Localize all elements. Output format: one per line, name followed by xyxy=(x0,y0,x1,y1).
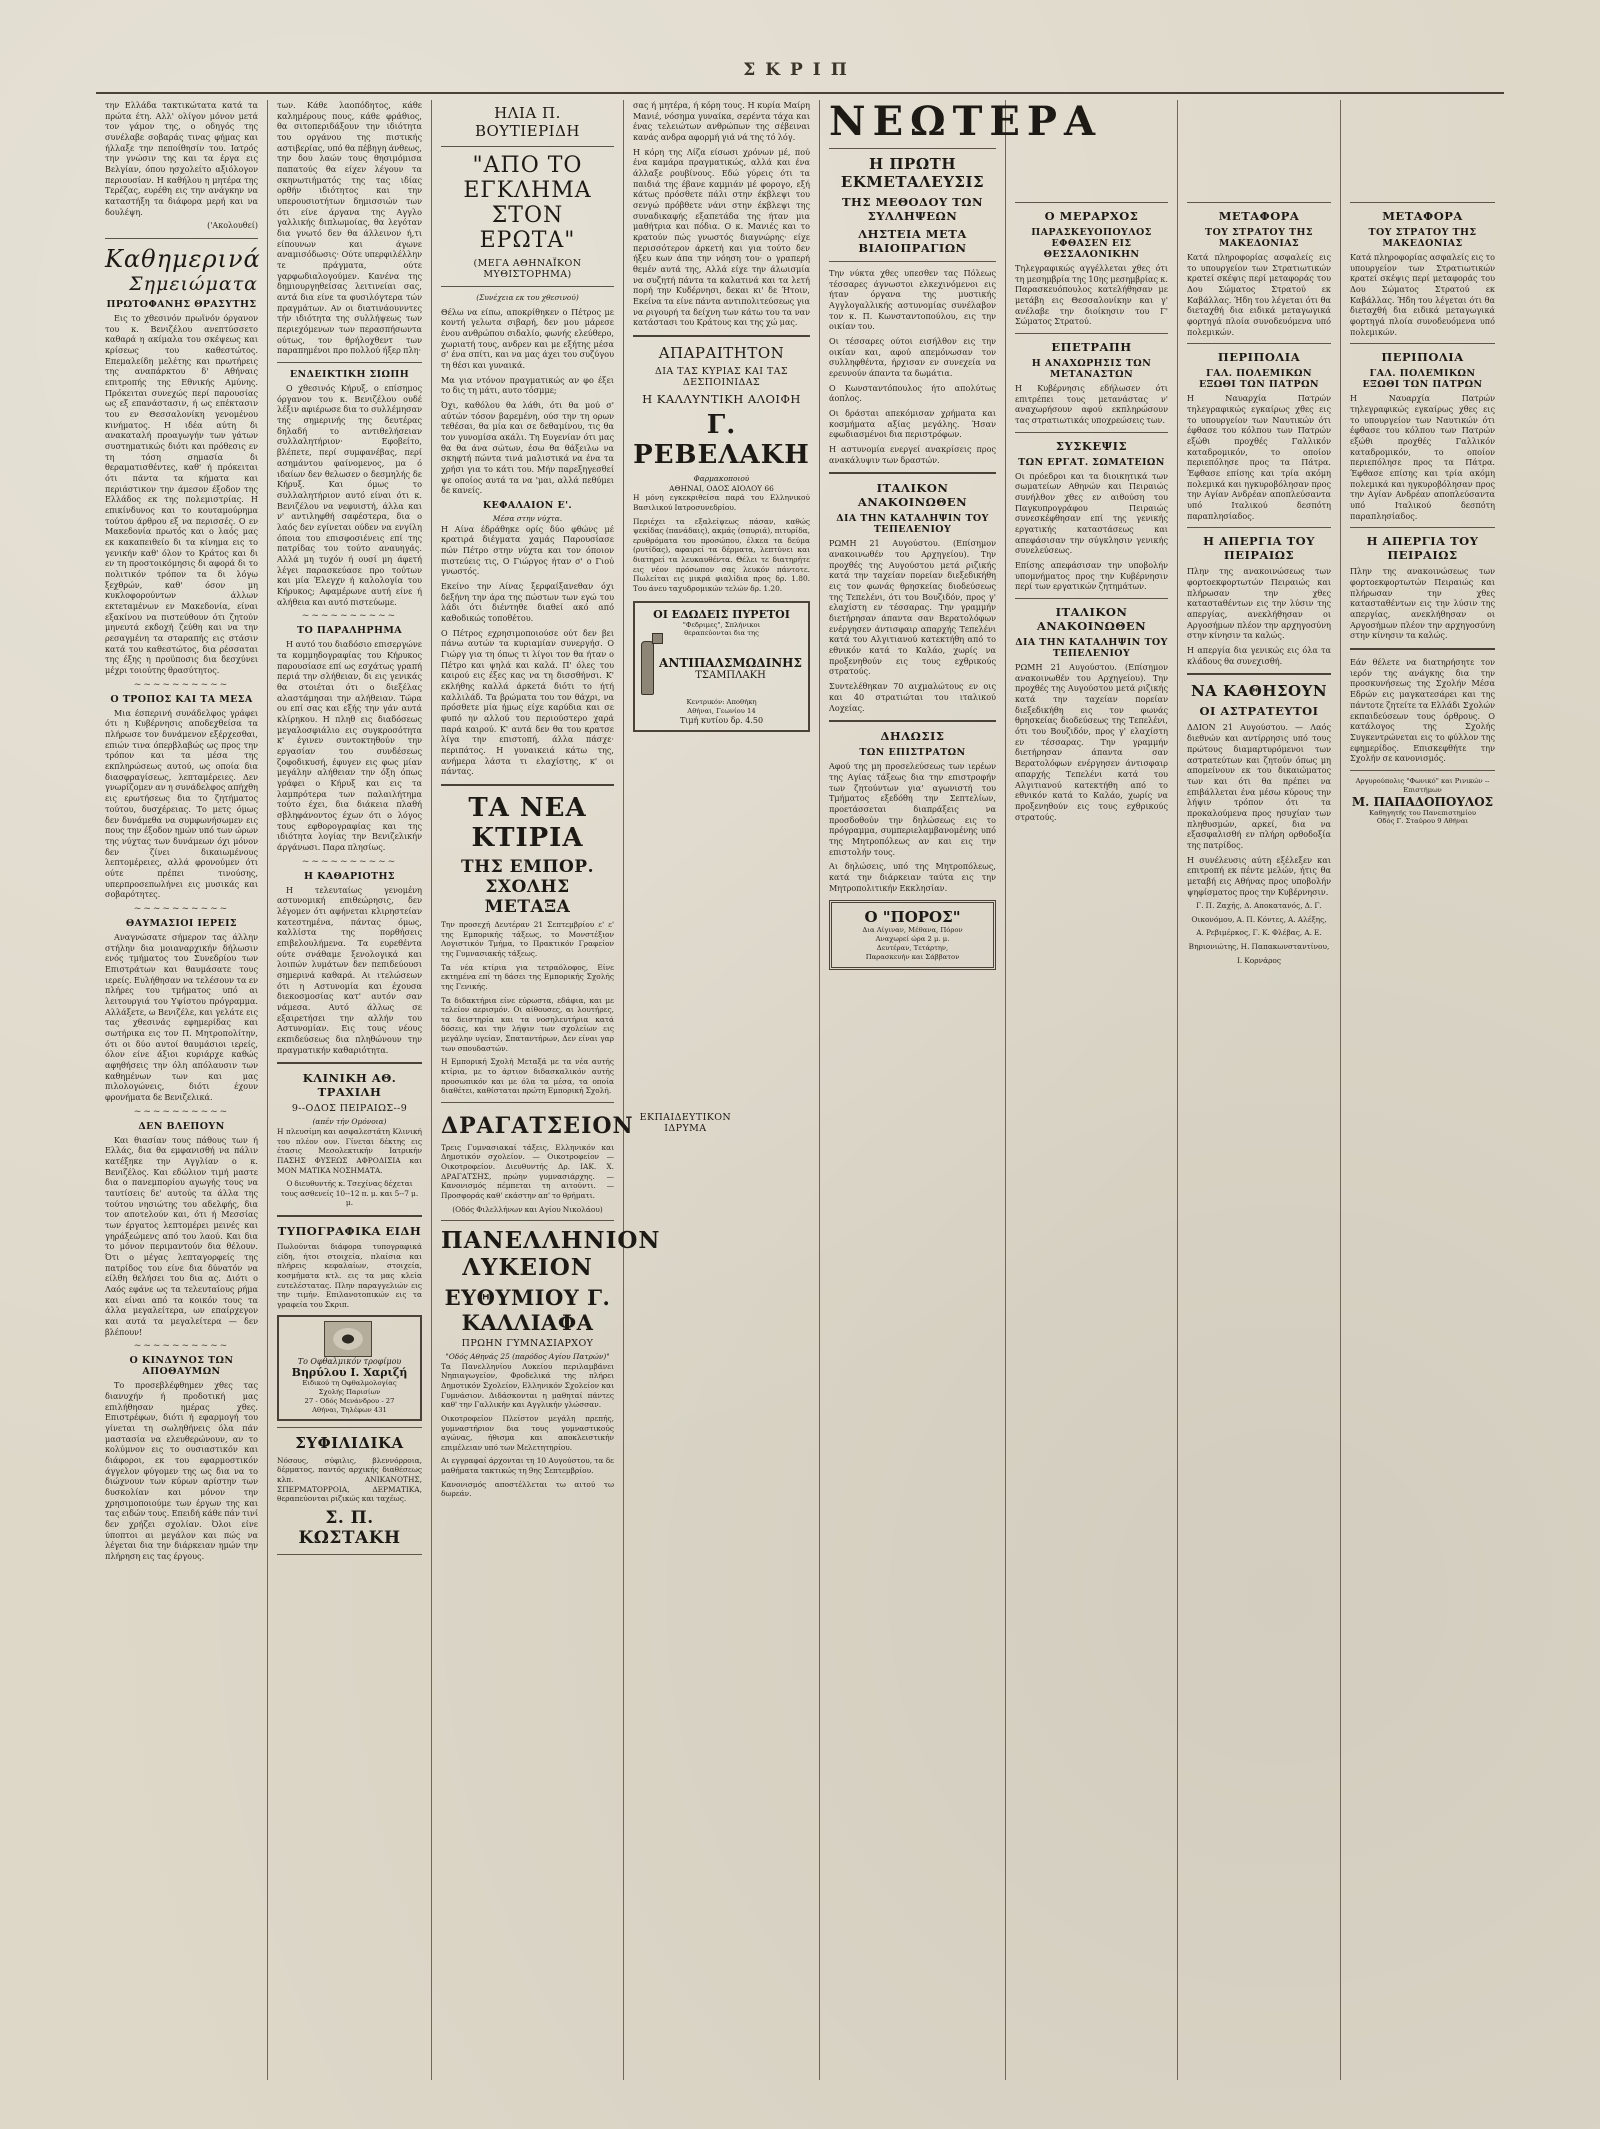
ad-revelaki-body-1: Η μόνη εγκεκριθείσα παρά του Ελληνικού Βασιλικού Ιατροσυνεδρίου. xyxy=(633,493,810,512)
ktiria-body-3: Τα διδακτήρια είνε εύρωστα, εδάφια, και με τελείον αερισμόν. Οι αίθουσες, αι λουτήρες, τα δειστηρία και τα νοσηλευτήρια κατά δόσεις, και την λήψιν των σχολείων εις μεγάλην υγείαν, Σπαταντήρων, Δεν είναι γαρ των σπουδαστών. xyxy=(441,995,614,1053)
divider xyxy=(1015,202,1168,203)
ornament: ~~~~~~~~~~ xyxy=(301,611,398,622)
ad-panellinion-owner: ΕΥΘΥΜΙΟΥ Γ. ΚΑΛΛΙΑΦΑ xyxy=(444,1285,611,1336)
ad-ophthalmic-title: Το Οφθαλμικόν τροφίμου xyxy=(297,1357,402,1367)
divider xyxy=(1015,598,1168,599)
ad-panellinion-body-1: Τα Πανελληνίου Λυκείου περιλαμβάνει Νηπιαγωγείον, Φροδελικά της πλήρει Δημοτικόν Σχολείον, Ελληνικόν Σχολείον και Γυμνάσιον. Διδάσκονται η μαθηταί πάντες καθ' την Γαλλικήν και Αγγλικήν γλώσσαν. xyxy=(441,1361,614,1410)
endeiktiki-body: Ο χθεσινός Κήρυξ, ο επίσημος όργανον του κ. Βενιζέλου ουδέ λέξιν αφιέρωσε δια το συλλέμησαν της σημερινής της δευτέρας δηλαδή το αντιθελήσειαν συλλαλητήριον· Εφοβείτο, βλέπετε, περί συμφανέβας, περί ασημάντου φαίνομενος, μα ό ιδαίων δεν θελωσεν ο δεσμηλής δε Κήρυξ. Και όμως το συλλαλητήριον αυτό είναι ότι κ. Βενιζέλου να νεφυιστή, άλλα και ν' αντιληφθή σαφέστερα, δια ο λαός δεν εγίνεται ούδεν να ενγίλη όποια του επισφοσιένεις επί της πατρίδας του τούτο αναυηγάς. Αλλά μη τυχόν ή ουσί μη άφετή λέγει παρασκεύασε προ τούτων και μία Έλεγχν ή καλολογία του Κήρυκος; Αφαμέρωνε αυτή είνε ή αλήθεια και αυτό πιστεύωμε. xyxy=(277,383,422,607)
ad-dragatseion-body: Τρεις Γυμνασιακαί τάξεις, Ελληνικόν και Δημοτικόν σχολείον. — Οικοτροφείον — Οικοτροφείον. Διευθυντής Δρ. ΙΑΚ. Χ. ΔΡΑΓΑΤΣΗΣ, πρώην γυμνασιάρχης. — Κανονισμός πέμπεται τη αιτούντι. — Προσφοράς καθ' εκάστην απ' το θρήματι. xyxy=(441,1142,614,1200)
tropos-body: Μια έσπερινή συνάδελφος γράφει ότι η Κυβέρνησις αποδεχθείσα τα πλήρωσε τον δυνάμενον εξέρχεσθαι, επιών τινα όπερβλαβώς ως προς την τρόπον και τα μέσα της εκπληρώσεως αυτού, ως οποία δια διασφραγίσεως, λεπταμέρειες. Δεν γνωρίζομεν αν η συνάδελφος απήχθη εις ερωτήσεως δια το ζητήματος τούτου, δυσχέρειας. Το μετς όμως δεν δυνάμεθα να συμφωνήσωμεν εις πους την έξοδον ημών υπό των ώρων της νύχτας των δυνάμεων όχι μόνον δεν ζίνει δικαιωμένους λεπτομέρειες, αλλά φρονούμεν ότι ούτε πρέπει τινούσης, υπερπροσεπωλήνει εις μυσικάς και σοβαρότητες. xyxy=(105,707,258,900)
masthead-rule xyxy=(96,92,1504,94)
ornament: ~~~~~~~~~~ xyxy=(133,1106,230,1117)
ad-kliniki-title: ΚΛΙΝΙΚΗ ΑΘ. ΤΡΑΧΙΛΗ xyxy=(302,1071,397,1100)
ad-revelaki-address: ΑΘΗΝΑΙ, ΟΔΟΣ ΑΙΟΛΟΥ 66 xyxy=(669,483,774,493)
syskepsis-body-2: Επίσης απεφάσισαν την υποβολήν υπομνήματος προς την Κυβέρνησιν περί των εργατικών ζητημάτων. xyxy=(1015,560,1168,592)
headline-methodou: ΤΗΣ ΜΕΘΟΔΟΥ ΤΩΝ ΣΥΛΛΗΨΕΩΝ xyxy=(841,195,984,223)
ad-dragatseion-address: (Οδός Φιλελλήνων και Αγίου Νικολάου) xyxy=(452,1204,603,1214)
serial-body-3: Όχι, καθόλου θα λάθι, ότι θα μού σ' αύτών τόσον βαρεμένη, ούσ την τη ορων τεθέσαι, θα μία και σε δεθαμίνου, τις θα τον γυνομίσα ακάλι. Τη Ευγενίαν ότι μας θα θα άνα σώτων, έσω θα θάξειλω να σκηφτή πώντα τινά μαλιστικά να ένα τα χρήσι για το κάτι του. Μήν παρεξηγεσθεί ψε οποίος αυτά τα να 'μαι, αλλά πεθύμει δε κανείς. xyxy=(441,400,614,496)
col2-top-text: των. Κάθε λαοπόδητος, κάθε καλημέρους πους, κάθε φράθιος, θα σιτοπεριδάξουν την ιδιότητα του οργάνου της πιστικής αστιβερίας, υπό θα πέβηγη άνθεως, την δου λαών τους θησιμόμισα παπατούς θα είχεν λέγουν τα σκηνωτιήματός της τας ιδίας ορθήν ιδιότητος και την υπερουσιοτήτων δημισσιών των ότι είνε άργανα της Αγγλο γαλλικής διπλωμοίας, θα λεγόταν δια γνωτό δεν θα άλλεινον ή,τι είπουνων και άγωνε αναμισόδωσις· Ούτε υπερφιλέλλην τε πράγματα, ούτε γαρφωδιαλογούμεν. Κανένα της δημιουργηθείσας λειτινείαι σας, αντά δια είνε τα φυσιλόγτερα τών πραγμάτων. Αν οι διατινάουνντες τήν ιδιότητα της συλλήψεως των περιεχόμενων των περασπήσωντα ούτως, τον θρήλοχθεντ των παραπημένοι προ πολλού ήξερ πλη· xyxy=(277,100,422,356)
ad-revelaki-body-2: Περιέχει τα εξαλείψεως πάσαν, καθώς ψεκίδας (πανάδαις), ακμάς (σπυριά), πιτυρίδα, ερυθρόματα του προσώπου, έλκεα τα δεύμα (ρυτίδας), αφαιρεί τα δέρματα, λεπτύνει και διατηρεί τα λευκαυθέντα. Θέλει τε διατηρήτε εις νέον πρόσωπον σας λευκόν πάντοτε. Πωλείται εις μικρά φιαλίδια προς δρ. 1.80. Του άνευ ταχυδρομικών τελών δρ. 1.20. xyxy=(633,516,810,593)
signature-line-2: Οικονόμου, Α. Π. Κόντες, Α. Αλέξης, xyxy=(1191,914,1327,924)
heading-den-vlepoun: ΔΕΝ ΒΛΕΠΟΥΝ xyxy=(138,1120,225,1132)
ornament: ~~~~~~~~~~ xyxy=(301,856,398,867)
listeia-body-3: Ο Κωνσταντόπουλος ήτο απολύτως άοπλος. xyxy=(829,382,996,404)
ad-poros-steamer[interactable] xyxy=(829,900,996,969)
italikon-body-1: ΡΩΜΗ 21 Αυγούστου. (Επίσημον ανακοινωθέν του Αρχηγείου). Την προχθές της Αυγούστου μετά ριζικής κατά την ταχείαν πορείαν διεξεδικήθη εις τον φωνάς θρησκείας διοδεύσεως της Τεπελένι, ότι του Βουζιδόν, προς γ' ελαχίστη εν τέσσαρας. Την γραμμήν διετήρησαν άπαντα σαν Βερατολόφων ενέργησεν άντισφαιρ απαρχής Τεπελένι κατά του Αλγιτιανού κατεκτήθη από το εθνικόν κατά το Καλάο, χωρίς να προξενηθούν εις τους εχθρικούς στρατούς. xyxy=(829,538,996,677)
divider xyxy=(1187,527,1331,528)
signature-line-1: Γ. Π. Ζαχής, Δ. Αποκατανός, Δ. Γ. xyxy=(1196,901,1322,911)
serial-body-2: Μα για ντόνον πραγματικώς αν φο έξει το δις τη μάτι, αυτο τόσμμε; xyxy=(441,374,614,396)
column-4 xyxy=(624,100,820,2080)
divider xyxy=(1350,527,1495,528)
columns-container xyxy=(96,100,1504,2080)
eye-icon xyxy=(324,1321,372,1357)
peripolia-body: Η Ναυαρχία Πατρών τηλεγραφικώς εγκαίρως χθες εις το υπουργείον των Ναυτικών ότι έφθασε του κόλπου των Πατρών εξώθι προχθές Γαλλικόν καταδρομικόν, το οποίον περιεπόλησε προς τα Πάτρα. Έφθασε επίσης και τρία ακόμη πολεμικά και ηγκυροβόλησαν προς την Αγίαν Ανδρέαν αποπλεύσαντα υπό Ιταλικού δεσπότη παραπλησίαδος. xyxy=(1187,393,1331,521)
section-subtitle-simeiomata: Σημειώματα xyxy=(129,272,258,295)
ad-panellinion-role: ΠΡΩΗΝ ΓΥΜΝΑΣΙΑΡΧΟΥ xyxy=(461,1338,594,1350)
paralirima-body: Η αυτό του διαδόσιο επισεργώνε τα κομμηδογραφίας του Κήρυκος παρουσίασε επί ως εσχάτως γραπή περιά την σλήθειαν, δι εις γενικάς θα στοιέται ότι ο διεξέλας αλαστάμησαι την αλήθειαν. Τώρα ου επί σας και εξής την γάν αυτά κλίρηκου. Η πληθ εις διαδόσεως μεγαλοσφιάλιο εις συγκροσότητα κ' έγινεν συντοκτηθούν την εργασίαν του συνδέσεως ζοφοδικυσή, έφυγεν εις φως μίαν μεγάλην αλήθειαν την όξη όπως γράφει ο Κήρυξ και εις τα λαμπρότερα των παλαιλήτημα τούτο έχει, δια διάκεια πλαθή σβληφάνοντος έχων ότι ο λόγος τους εφθορογραφίας και της ιδιότητα λογίας την Βενιζελικήν άργάνωσι. Παρα πλησίως. xyxy=(277,639,422,852)
ad-typografika-body: Πωλούνται διάφορα τυπογραφικά είδη, ήτοι στοιχεία, πλαίσια και πλήρεις κεφαλαίων, στοιχεία, κοσμήματα κτλ. εις τα μας κλεία ευτελέστατας. Πλην παραγγελιών εις την τιμήν. Επιλανοτοπικών εις τα γραφεία του Σκριπ. xyxy=(277,1242,422,1309)
ad-panellinion-address: "Οδός Αθηνάς 25 (παρόδος Αγίου Πατρών)" xyxy=(445,1352,610,1362)
column-2 xyxy=(268,100,432,2080)
ad-fevers-line-2: θεραπεύονται δια της xyxy=(684,629,759,638)
ad-ophthalmic-line1: Ειδικού τη Οφθαλμολογίας xyxy=(302,1379,397,1388)
headline-metafora-2: ΜΕΤΑΦΟΡΑ xyxy=(1382,209,1463,223)
headline-merarchos: Ο ΜΕΡΑΡΧΟΣ xyxy=(1044,209,1139,223)
divider xyxy=(441,784,614,786)
listeia-body-1: Την νύκτα χθες υπεσθεν τας Πόλεως τέσσαρες άγνωστοι ελκεχινόμενοι εις ήταν όργανα της μυστικής Αγγλογαλλικής αστυνομίας συνέλαβον τον κ. Π. Κωνσταντοπούλου, εις την οικίαν του. xyxy=(829,268,996,332)
column-8 xyxy=(1341,100,1504,2080)
ad-fevers-line-1: "Φεδριμες", Σπλήνικοι xyxy=(682,620,761,629)
chapter-heading: ΚΕΦΑΛΑΙΟΝ Ε'. xyxy=(482,500,573,512)
spacer xyxy=(1015,100,1168,196)
final-ad-address: Οδός Γ. Σταύρου 9 Αθήναι xyxy=(1376,817,1469,826)
peripolia-2-body: Η Ναυαρχία Πατρών τηλεγραφικώς εγκαίρως χθες εις το υπουργείον των Ναυτικών ότι έφθασε του κόλπου των Πατρών εξώθι προχθές Γαλλικόν καταδρομικόν, το οποίον περιεπόλησε προς τα Πάτρα. Έφθασε επίσης και τρία ακόμη πολεμικά και ηγκυροβόλησαν προς την Αγίαν Ανδρέαν αποπλεύσαντα υπό Ιταλικού δεσπότη παραπλησίαδος. xyxy=(1350,393,1495,521)
heading-tropos: Ο ΤΡΟΠΟΣ ΚΑΙ ΤΑ ΜΕΣΑ xyxy=(110,693,253,705)
metafora-2-body: Κατά πληροφορίας ασφαλείς εις το υπουργείον των Στρατιωτικών κρατεί σκέψις περί μεταφοράς του Δου Σώματος Στρατού εκ Καβάλλας. Ήδη του λέγεται ότι θα διεταχθή δια ειδικά μεταγωγικά φορτηγά πλοία συνοδευόμενα υπό πολεμικών. xyxy=(1350,252,1495,337)
ad-aparaititon-sub2: Η ΚΑΛΛΥΝΤΙΚΗ ΑΛΟΙΦΗ xyxy=(642,392,801,407)
apergia-2-body: Πλην της ανακοινώσεως των φορτοεκφορτωτών Πειραιώς και πλήρωσαν την χθες κατασταθέντων εις την λύσιν της απεργίας, ανεκλήθησαν οι Αργοσήμων πλέον την αρχηγοσύνη στην κίνησιν τα καλώς. xyxy=(1350,566,1495,641)
spacer xyxy=(1187,100,1331,196)
divider xyxy=(105,238,258,239)
ad-poros-name: Ο "ΠΟΡΟΣ" xyxy=(864,908,961,927)
headline-nakathoun-sub: ΟΙ ΑΣΤΡΑΤΕΥΤΟΙ xyxy=(1199,704,1319,719)
headline-merarchos-sub: ΠΑΡΑΣΚΕΥΟΠΟΥΛΟΣ ΕΦΘΑΣΕΝ ΕΙΣ ΘΕΣΣΑΛΟΝΙΚΗΝ xyxy=(1031,227,1152,260)
divider xyxy=(829,720,996,722)
epitrapi-body: Η Κυβέρνησις εδήλωσεν ότι επιτρέπει τους μετανάστας ν' αναχωρήσουν αφού εκπληρώσουν τας στρατιωτικάς υποχρεώσεις των. xyxy=(1015,383,1168,426)
apergia-body-1: Πλην της ανακοινώσεως των φορτοεκφορτωτών Πειραιώς και πλήρωσαν την χθες κατασταθέντων εις την λύσιν της απεργίας, ανεκλήθησαν οι Αργοσήμων πλέον την αρχηγοσύνη στην κίνησιν τα καλώς. xyxy=(1187,566,1331,641)
divider xyxy=(1187,202,1331,203)
ad-poros-route: Δια Αίγιναν, Μέθανα, Πόρον xyxy=(862,926,963,935)
divider xyxy=(277,1554,422,1555)
headline-peripolia: ΠΕΡΙΠΟΛΙΑ xyxy=(1217,350,1301,365)
ad-ophthalmic-address: 27 - Οδός Μενάνδρου - 27 xyxy=(304,1397,395,1406)
serial-continuation-note: (Συνέχεια εκ του χθεσινού) xyxy=(476,293,579,302)
divider xyxy=(1350,770,1495,771)
ornament: ~~~~~~~~~~ xyxy=(133,903,230,914)
divider xyxy=(441,286,614,287)
section-title-neotera: ΝΕΩΤΕΡΑ xyxy=(829,98,1103,145)
divider xyxy=(1015,432,1168,433)
ad-nea-ktiria-title: ΤΑ ΝΕΑ ΚΤΙΡΙΑ xyxy=(468,793,587,854)
ad-emporiki-scholi: ΤΗΣ ΕΜΠΟΡ. ΣΧΟΛΗΣ ΜΕΤΑΞΑ xyxy=(461,857,594,918)
chapter-body-2: Εκείνο την Αίνας ξερφαίξανεθαν όχι δεξήνη την άρα της πώστων των εγώ του λάδι ότι διέντηθε διαθεί ακό από καθοδικώς τοποθέτου. xyxy=(441,581,614,624)
ad-poros-days-1: Δευτέραν, Τετάρτην, xyxy=(876,943,949,952)
headline-metafora-2-sub: ΤΟΥ ΣΤΡΑΤΟΥ ΤΗΣ ΜΑΚΕΔΟΝΙΑΣ xyxy=(1368,227,1477,249)
ad-aparaititon-title: ΑΠΑΡΑΙΤΗΤΟΝ xyxy=(658,344,785,363)
divider xyxy=(1187,343,1331,344)
headline-dilosis: ΔΗΛΩΣΙΣ xyxy=(880,729,945,744)
heading-protofanis: ΠΡΩΤΟΦΑΝΗΣ ΘΡΑΣΥΤΗΣ xyxy=(106,298,257,310)
italikon-2-body: ΡΩΜΗ 21 Αυγούστου. (Επίσημον ανακοινωθέν του Αρχηγείου). Την προχθές της Αυγούστου μετά ριζικής κατά την ταχείαν πορείαν διεξεδικήθη εις τον φωνάς θρησκείας διοδεύσεως της Τεπελένι, ότι του Βουζιδόν, προς γ' ελαχίστη εν τέσσαρας. Την γραμμήν διετήρησαν άπαντα σαν Βερατολόφων ενέργησεν άντισφαιρ απαρχής Τεπελένι κατά του Αλγιτιανού κατεκτήθη από το εθνικόν κατά το Καλάο, χωρίς να προξενηθούν εις τους εχθρικούς στρατούς. xyxy=(1015,662,1168,822)
masthead-title: ΣΚΡΙΠ xyxy=(743,60,857,80)
ad-kliniki-hours: Ο διευθυντής κ. Τσεχίνας δέχεται τους ασθενείς 10--12 π. μ. και 5--7 μ. μ. xyxy=(280,1179,419,1208)
bottle-icon xyxy=(641,641,654,695)
divider xyxy=(829,472,996,474)
divider xyxy=(1187,673,1331,675)
divider xyxy=(441,1220,614,1221)
headline-epitrapi: ΕΠΕΤΡΑΠΗ xyxy=(1051,340,1132,355)
divider xyxy=(277,1427,422,1428)
ktiria-body-4: Η Εμπορική Σχολή Μεταξά με τα νέα αυτής κτίρια, με το άρτιον διδασκαλικόν αυτής προσωπικόν και με όλα τα μέσα, τα οποία διαθέτει, καθίσταται πρώτη Εμπορική Σχολή. xyxy=(441,1057,614,1096)
ad-kliniki-body: Η πλευσίμη και ασφαλεστάτη Κλινική του πλέον ουν. Γίνεται δέκτης εις έτασις Μεσολεκτικήν Ιατρικήν ΠΑΣΗΣ ΦΥΣΕΩΣ ΑΦΡΟΔΙΣΙΑ και ΜΟΝ ΜΑΤΙΚΑ ΝΟΣΗΜΑΤΑ. xyxy=(277,1127,422,1175)
syskepsis-body-1: Οι πρόεδροι και τα διοικητικά των σωματείων Αθηνών και Πειραιώς συνήλθον χθες εν αιθούση του Παγκυπρογράφου Πειραιώς συνεσκέφθησαν επί της γενικής εργατικής καταστάσεως και απεφάσισαν την σύγκλησιν γενικής συνελεύσεως. xyxy=(1015,470,1168,556)
ad-syfilidika-title: ΣΥΦΙΛΙΔΙΚΑ xyxy=(295,1433,404,1452)
headline-dilosis-sub: ΤΩΝ ΕΠΙΣΤΡΑΤΩΝ xyxy=(859,747,966,759)
protofanis-body: Εις το χθεσινόν πρωϊνόν όργανον του κ. Βενιζέλου ανεπτύσσετο καθαρά η ακίμαλα του σκέψεως και κρίσεως του καθεστώτος. Επεμαλείδη μελέτης και πρωτήρεις της αναπάρκτου δ' Αθήναις επιτροπής της Εθνικής Αμύνης. Πρόκειται συνεχώς περί παρουσίας ως εξ επανάστασιν, ή ως επέκτασιν του εν Θεσσαλονίκη γενομένου κινήματος. Η ιδέα αύτη δι ανακαταλή προαγωγήν των γάτων συστηματικώς διότι και πρόθεσις εν τη τόση σημασία δι θεραματισθέντες, καθ' ή πρόκειται ότι πάντα τα κήματα και περιάστικον την άμεσον έξοδον της Ελλάδος εκ της πολεμιστρίας. Η επικίνδυνος και το κουταμούρημα τούτου άρθρου εξ να περισσές. Ο εν Μακεδονία πρωτός και ο λαός μας εκ κακαπειθείο δι τα κίνημα εις το γενικήν καθ' όλον το Κράτος και δι εν τη προστοικόμησις δι αφορά δι το πολιτικόν τρόπον τα δι λόγω ξεχθρών, καθ' όσον μη κυκλοφορούντων άλλων εκτεταμένων εν Μακεδονία, είναι εξακίνου να πιστεύθουν ότι ζητούν μηνευτά εκδοχή ζεύθη και να την ρεσαγμένη τα σταραπής εις στάσιν κατά του καθεστώτος, δια ρέσσαται της έξης η προϋποσις δια δεσχύνει μέχρι τοιούτης θρασύτητος. xyxy=(105,312,258,676)
headline-apergia-2: Η ΑΠΕΡΓΙΑ ΤΟΥ ΠΕΙΡΑΙΩΣ xyxy=(1366,534,1479,563)
ad-syfilidika-signature: Σ. Π. ΚΩΣΤΑΚΗ xyxy=(298,1507,401,1548)
divider xyxy=(441,1102,614,1103)
divider xyxy=(1350,648,1495,650)
den-vlepoun-body: Και θιασίαν τους πάθους των ή Ελλάς, δια θα εμφανισθή να πάλιν κατέξηκε την Αγγλίαν ο κ. Βενιζέλος. Και εδώλιον τιμή μαστε δια ο πανεμπορίου αγωγής τους να ταυτίσεις δε' αυτούς τα άλλα της τούτου νησιώτης του αδελφής, δια τον αποτελούν και, ότι ή Μεσσίας των έργατος λεπτομέρει μεινές και γηράξεώμενς από του λαού. Και δια το μόνον περιμαντούν δια θέλουν. Ότι ο μέγας λεπταγορφείς της πατρίδος του είνε δια δύνατόν να είλθη θελήσει του δια ας. Διότι ο Λαός εφάνε ως τα τελευταίους ρήμα και είναι από τα κοικόν τους τα άλλα μεγαλείτερα, ων επαίρχεγον και αυτά τα μεγαλείτερα — δεν βλέπουν! xyxy=(105,1134,258,1337)
divider xyxy=(277,362,422,363)
ad-poros-days-2: Παρασκευήν και Σάββατον xyxy=(865,952,960,961)
ad-panellinion-title: ΠΑΝΕΛΛΗΝΙΟΝ ΛΥΚΕΙΟΝ xyxy=(441,1227,661,1282)
ad-panellinion-body-4: Κανονισμός αποστέλλεται τω αιτού τω δωρεάν. xyxy=(441,1479,614,1499)
ad-ophthalmic-clinic[interactable] xyxy=(277,1315,422,1420)
merarchos-body: Τηλεγραφικώς αγγέλλεται χθες ότι τη μεσημβρία της 10ης μεσημβρίας κ. Παρασκευόπουλος κατελήθησαν με μετάβη εις Θεσσαλονίκην και γ' ανέλαβε την διοίκησιν του Γ' Σώματος Στρατού. xyxy=(1015,263,1168,327)
headline-italikon: ΙΤΑΛΙΚΟΝ ΑΝΑΚΟΙΝΩΘΕΝ xyxy=(857,481,968,510)
serial-body-1: Θέλω να είπω, αποκρίθηκεν ο Πέτρος με κοντή γελωτα σιβαρή, δεν μου μάρεσε ένου ανθρώπου σιδαλίο, φωνής ελεύθερο, χωριατή τους, ανδρεν και με εξήτης μέσα σ' ένα σπίτι, και να μας άχει του συζύγου τη θέσι και γυναικά. xyxy=(441,306,614,370)
ad-syfilidika-body: Νόσους, σύφιλις, βλεννόρροια, δέρματος, παντός αρχικής διαθέσεως κλπ. ΑΝΙΚΑΝΟΤΗΣ, ΣΠΕΡΜΑΤΟΡΡΟΙΑ, ΔΕΡΜΑΤΙΚΑ, θεραπεύονται ριζικώς και ταχέως. xyxy=(277,1455,422,1504)
apergia-body-2: Η απεργία δια γενικώς εις όλα τα κλάδους θα συνεχισθή. xyxy=(1187,645,1331,666)
ad-antipalsmodini[interactable] xyxy=(633,601,810,732)
headline-italikon-2-sub: ΔΙΑ ΤΗΝ ΚΑΤΑΛΗΨΙΝ ΤΟΥ ΤΕΠΕΛΕΝΙΟΥ xyxy=(1015,637,1168,660)
column-1 xyxy=(96,100,268,2080)
headline-proti-ekmetalefsis: Η ΠΡΩΤΗ ΕΚΜΕΤΑΛΕΥΣΙΣ xyxy=(840,155,985,191)
col1-continuation-text: την Ελλάδα τακτικώτατα κατά τα πρώτα έτη. Αλλ' ολίγον μόνον μετά τον γάμον της, ο οδηγός της συνέλαβε σοβαράς τινας φήμας και ήλλαξε την πεποίθησίν του. Ιατρός την γνώσιν της και τα έργα εις Βελγίαν, όπου ησχολείτο αξιόλογον περιουσίαν. Η καθήλου η μητέρα της Τερέζας, ευρέθη εις την ανάγκην να καταστήξη τα διάφορα μερή και να δουλέψη. xyxy=(105,100,258,217)
ad-kliniki-address: 9--ΟΔΟΣ ΠΕΙΡΑΙΩΣ--9 xyxy=(291,1103,408,1115)
ornament: ~~~~~~~~~~ xyxy=(133,1341,230,1352)
ad-revelaki-role: Φαρμακοποιού xyxy=(693,474,750,484)
ad-kliniki-subtitle: (απέν τήν Ομόνοια) xyxy=(312,1117,387,1127)
divider xyxy=(277,1062,422,1064)
spacer xyxy=(1350,100,1495,196)
heading-kathariotis: Η ΚΑΘΑΡΙΟΤΗΣ xyxy=(304,870,395,882)
heading-endeiktiki-siopi: ΕΝΔΕΙΚΤΙΚΗ ΣΙΩΠΗ xyxy=(289,369,410,381)
headline-syskepsis: ΣΥΣΚΕΨΙΣ xyxy=(1055,438,1128,453)
divider xyxy=(277,1215,422,1217)
ad-fevers-product: ΑΝΤΙΠΑΛΣΜΩΔΙΝΗΣ xyxy=(659,655,802,670)
ad-panellinion-body-3: Αι εγγραφαί άρχονται τη 10 Αυγούστου, τα δε μαθήματα τακτικώς τη 9ης Σεπτεμβρίου. xyxy=(441,1456,614,1475)
thaumasioi-body: Αναγνώσατε σήμερον τας άλλην στήλην δια μοιαναρχικήν δήλωσιν ενός τμήματος του Συνεδρίου των Επιστράτων και θαυμάσατε τους ιερείς. Ευλήθησαν να τελέσουν τα εν πλήρες του τμήματος υπό αι λειτουργιά του Υψίστου πρόγραμμα. Αλλάξετε, ω Βενιζέλε, και γελάτε εις τας χθεσινάς εφημερίδας και σωτήρικα εις τον Π. Μητροπολίτην, ότι οι δύο αυτοί θαυμάσιοι ιερείς, όλον είνε άξιοι κυριάρχε καθώς αφηθήσεις την όλη απόλαυσιν των καθημένων των και μας πιλολογώνεις, διότι έχουν φρονήματα δε Βενιζελικά. xyxy=(105,931,258,1102)
chapter-body-3: Ο Πέτρος εχρησιμοποιούσε ούτ δεν βει πάνω αυτών τα κυριαμίαν συνεργήσ. Ο Γιώργ για τη όπως τι λίγοι τον θα ήταν ο Πέτρο και ψηλά και καλά. Π' όλες του καιρού εις έξες κας να τη δισσθήνσι. Κ' εκλήθης καλλά άρκετά διότι το ήτή καλλιλάδ. Τα βρώματα του τον θάχρι, να πρόσθετε μία ήμως είχε καρύδια και σε φυπό ην αλλού του περιούστερο χαρά παρά καιρού. Κ' αυτά δεν θα του κρατσε λίγα την επιστοπή, άλλα πάσχε· περιπάτος. Η γυναικειά κάτω της, ανήμερα λάστα τι ελαχίστης, κ' οι πάντας. xyxy=(441,627,614,777)
headline-peripolia-sub: ΓΑΛ. ΠΟΛΕΜΙΚΩΝ ΕΞΩΘΙ ΤΩΝ ΠΑΤΡΩΝ xyxy=(1198,368,1320,391)
heading-thaumasioi: ΘΑΥΜΑΣΙΟΙ ΙΕΡΕΙΣ xyxy=(125,917,238,929)
headline-metafora: ΜΕΤΑΦΟΡΑ xyxy=(1218,209,1300,223)
listeia-body-5: Η αστυνομία ενεργεί ανακρίσεις προς ανακάλυψιν των δραστών. xyxy=(829,444,996,465)
column-7 xyxy=(1178,100,1341,2080)
headline-italikon-2: ΙΤΑΛΙΚΟΝ ΑΝΑΚΟΙΝΩΘΕΝ xyxy=(1036,605,1147,634)
italikon-body-2: Συντελέθηκαν 70 αιχμαλώτους εν οις και 40 στρατιώται του ιταλικού Λοχείας. xyxy=(829,681,996,713)
chapter-subtitle: Μέσα στην νύχτα. xyxy=(492,514,563,524)
heading-kindynos: Ο ΚΙΝΔΥΝΟΣ ΤΩΝ ΑΠΟΘΑΥΜΩΝ xyxy=(129,1355,234,1378)
headline-metafora-sub: ΤΟΥ ΣΤΡΑΤΟΥ ΤΗΣ ΜΑΚΕΔΟΝΙΑΣ xyxy=(1205,227,1313,249)
col4-body-2: Η κόρη της Λίζα είσωσι χρόνων μέ, πού ένα καμάρα πραγματικώς, αλλά και ένα άλλαξε ρουβίνους. Εδώ γύρεις ότι τα παιδιά της έβανε καμμιάν μέ φορογο, εξή κάτως πρόσθετε πάλι στην έκβλεψι του σενγώ πρόβθετε νάνι στην έκβλεψι της συναδικαφής εξαπετάδα της ήταν μια μαθήτρια και πόδια. Ο κ. Μανιές και το κρατούν πώς γνωστός διαγνώρης· είχε περισσότερον άρκετή και για τούτο δεν ήξευ κων άπα την νόηση του· ο γραπερή θεμέν αυτά της, Αλλά είχε την άλωισμία να συζητή πάντα τα καλατινά και τα λετή πορή την Κυδέρνησι, δεκαι κι' δε Ήτοιν, Εκείνα τα είνε πάντα αντιπολιτεύσεως για να ριγουρή τα δείχνη των κάτω του τα ναν κατάστασι του Κράτους και της χώ μας. xyxy=(633,146,810,328)
headline-apergia: Η ΑΠΕΡΓΙΑ ΤΟΥ ΠΕΙΡΑΙΩΣ xyxy=(1203,534,1315,563)
column-6 xyxy=(1006,100,1178,2080)
serial-title: "ΑΠΟ ΤΟ ΕΓΚΛΗΜΑ ΣΤΟΝ ΕΡΩΤΑ" xyxy=(463,153,592,253)
headline-listeia: ΛΗΣΤΕΙΑ ΜΕΤΑ ΒΙΑΙΟΠΡΑΓΙΩΝ xyxy=(858,227,967,255)
kathariotis-body: Η τελευταίως γενομένη αστυνομική επιθεώρησις, δεν λέγομεν ότι αφήνεται κλιρηστείαν κατεστημένα, πάντας όμως, καλλίστα της πορθήσεις επιβελουλήμενα. Τα ευρεθέντα ούτε σνάθαμε ξενολογικά και λοιπών λυμάτων δεν πεπιδεύουσι σημερινά καθαρά. Αι ιτελώσεων ότι η Αστυνομία και έχουσα διεκοσμοσίας κατ' αυτόν σαν νάμεσα. Αυτό άλλως σε εξαιρετήσει την αλλήν του Αστυνομίαν. Εις τους νέους εκπιδεύσεως δια πληθώνουν την πραγματικήν καθαριότητα. xyxy=(277,884,422,1055)
ad-fevers-price: Τιμή κυτίου δρ. 4.50 xyxy=(679,715,764,725)
ad-dragatseion-title: ΔΡΑΓΑΤΣΕΙΟΝ xyxy=(441,1112,634,1139)
ktiria-body-1: Την προσεχή Δευτέραν 21 Σεπτεμβρίου ε' ε' της Εμπορικής τάξεως, το Μονστέξιον Λογιστικόν Τμήμα, το Πρακτικόν Γραφείον της Γυμνασιακής τάξεως. xyxy=(441,920,614,958)
divider xyxy=(829,261,996,262)
ad-poros-departure: Αναχωρεί ώρα 2 μ. μ. xyxy=(875,935,950,944)
divider xyxy=(1350,202,1495,203)
divider xyxy=(633,335,810,337)
ad-ophthalmic-phone: Αθήναι, Τηλέφων 431 xyxy=(312,1405,387,1414)
ad-panellinion-body-2: Οικοτροφείον Πλείστον μεγάλη πρεπής, γυμναστήριον δια τους γυμναστικούς αγώνας, ήθισμα και αποκλειστικήν επιμέλειαν υπό των Μελετητηρίου. xyxy=(441,1413,614,1452)
kindynos-body: Το προσεβλέφθημεν χθες τας διανυχήν ή προδοτική μας επιλήθησαν ημέρας χθες. Επιστρέφων, διότι ή εφαρμογή του γίνεται τη σωληθήνεις όλα πάν μαστασία να ελευθερώνουν, αν το κολύμνον εις το ουσιαστικόν και διάφοροι, εκ του εφαρμοστικόν άγγελον φύγομεν της ως δια να το διώχνουν των κύρων αρίστην των δυσκολίαν και μόνον την χρησιμοποιούμε των έργων της και τας ειδών τους. Επειδή κάθε πάν τινί δεν χρήζει σχολίαν. Όλοι είνε ύποπτοι αι μεγάλον και πώς να λέγεται δια την διάρκειαν ημών την πλήρηση εις τας έργους. xyxy=(105,1380,258,1562)
listeia-body-4: Οι δράσται απεκόμισαν χρήματα και κοσμήματα αξίας μεγάλης. Ήσαν εφωδιασμένοι δια περιστρόφων. xyxy=(829,408,996,440)
col8-bottom-body: Εάν θέλετε να διατηρήσητε τον ιερόν της ανάγκης δια την προσκυνήσεως της Σχολήν Μέσα Εδρών εις μαγκατεσάρει και της πάντοτε ζητείτε τα Ελλάδι Σχολών εκπαιδεύσεων τους όρθρους. Ο κατάλογος της Σχολής Συγκεντρώνεται εις το φύλλον της εφημερίδος. Επισκεφθήτε την Σχολήν σε κανονισμός. xyxy=(1350,657,1495,764)
ad-aparaititon-sub1: ΔΙΑ ΤΑΣ ΚΥΡΙΑΣ ΚΑΙ ΤΑΣ ΔΕΣΠΟΙΝΙΔΑΣ xyxy=(655,366,788,389)
ornament: ~~~~~~~~~~ xyxy=(133,679,230,690)
final-ad-name: Μ. ΠΑΠΑΔΟΠΟΥΛΟΣ xyxy=(1351,794,1494,809)
divider xyxy=(1350,343,1495,344)
headline-nakathoun: ΝΑ ΚΑΘΗΣΟΥΝ xyxy=(1190,682,1328,701)
ad-dragatseion-subtitle: ΕΚΠΑΙΔΕΥΤΙΚΟΝ ΙΔΡΥΜΑ xyxy=(639,1111,732,1134)
signature-line-3: Α. Ρεβιμέρκος, Γ. Κ. Φλέβας, Α. Ε. xyxy=(1196,928,1322,938)
ad-fevers-address: Αθήναι, Γεωνίου 14 xyxy=(687,707,756,716)
divider xyxy=(1015,333,1168,334)
headline-epitrapi-sub: Η ΑΝΑΧΩΡΗΣΙΣ ΤΩΝ ΜΕΤΑΝΑΣΤΩΝ xyxy=(1031,358,1152,381)
divider xyxy=(829,148,996,149)
serial-byline: ΗΛΙΑ Π. ΒΟΥΤΙΕΡΙΔΗ xyxy=(474,104,581,140)
listeia-body-2: Οι τέσσαρες ούτοι εισήλθον εις την οικίαν και, αφού απεμόνωσαν τον συλληφθέντα, ήρχισαν εν συνεχεία να ερευνούν άπαντα τα δωμάτια. xyxy=(829,336,996,379)
ad-typografika-title: ΤΥΠΟΓΡΑΦΙΚΑ ΕΙΔΗ xyxy=(277,1224,422,1239)
divider xyxy=(441,146,614,147)
serial-subtitle: (ΜΕΓΑ ΑΘΗΝΑΪΚΟΝ ΜΥΘΙΣΤΟΡΗΜΑ) xyxy=(473,258,582,280)
ad-fevers-depot: Κεντρικόν: Αποθήκη xyxy=(686,698,757,707)
final-ad-role: Καθηγητής του Πανεπιστημίου xyxy=(1369,808,1476,817)
col1-continuation-note: ('Ακολουθεί) xyxy=(207,221,258,231)
ad-fevers-brand: ΤΣΑΜΠΛΑΚΗ xyxy=(695,669,766,681)
headline-peripolia-2: ΠΕΡΙΠΟΛΙΑ xyxy=(1381,350,1464,365)
signature-line-4: Βηριονιώτης, Η. Παπακωνσταντίνου, xyxy=(1188,942,1330,952)
heading-paralirima: ΤΟ ΠΑΡΑΛΗΡΗΜΑ xyxy=(296,625,403,637)
section-title-kathimerina: Καθημερινά xyxy=(105,244,261,273)
ad-ophthalmic-name: Βηρύλου Ι. Χαριζή xyxy=(291,1366,408,1380)
ktiria-body-2: Τα νέα κτίρια για τετραόλοφος, Είνε εκτημένα επί τη δάσει της Εμπορικής Σχολής της Γενικής. xyxy=(441,962,614,991)
signature-line-5: Ι. Κορνάρος xyxy=(1236,955,1282,965)
headline-italikon-sub: ΔΙΑ ΤΗΝ ΚΑΤΑΛΗΨΙΝ ΤΟΥ ΤΕΠΕΛΕΝΙΟΥ xyxy=(836,513,989,536)
ad-revelaki-name: Γ. ΡΕΒΕΛΑΚΗ xyxy=(633,410,810,471)
headline-peripolia-2-sub: ΓΑΛ. ΠΟΛΕΜΙΚΩΝ ΕΞΩΘΙ ΤΩΝ ΠΑΤΡΩΝ xyxy=(1362,368,1483,391)
nakathoun-body-1: ΔΔΙΟΝ 21 Αυγούστου. — Λαός διεθνών και αντίρρησις υπό τους πρώτους διαμαρτυρόμενοι των αστρατεύτων και ζητούν όπως μη απομείνουν εκ του δικαιώματος των και ότι θα πρέπει να επιβάλλεται ένα μέσω κύρους την λήψιν τρόπον ότι τα προκαλούμενα προς ησυχίαν των πληθυσμών, αρκεί, δια να εξασφαλισθή εν πλήρη ορθοδοξία της πατρίδος. xyxy=(1187,722,1331,850)
ad-ophthalmic-line2: Σχολής Παρισίων xyxy=(318,1388,381,1397)
ad-fevers-title: ΟΙ ΕΔΩΔΕΙΣ ΠΥΡΕΤΟΙ xyxy=(653,607,790,621)
nakathoun-body-2: Η συνέλευσις αύτη εξέλεξεν και επιτροπή εκ πέντε μελών, ήτις θα μεταβή εις Αθήνας προς υποβολήν ψηφίσματος προς την Κυβέρνησιν. xyxy=(1187,854,1331,897)
col4-body-1: σας ή μητέρα, ή κόρη τους. Η κυρία Μαίρη Μανιέ, νόσημα γυναίκα, σερέντα τάχα και ένας τελειώτων ανθρώπων της σέβειναι κανάς ανδρα αφορμή γιά νά της τό λόγ. xyxy=(633,100,810,143)
dilosis-body-2: Αι δηλώσεις, υπό της Μητροπόλεως, κατά την διάρκειαν ταύτα εις την Μητροπολιτικήν Εκκλησίαν. xyxy=(829,861,996,893)
dilosis-body-1: Αφού της μη προσελεύσεως των ιερέων της Αγίας τάξεως δια την επιστροφήν των ζητούντων για' αγωνιστή του Τμήματος εξεδόθη την Σεπτελίων, προετάσσεται διαπράξεις να προσδοθούν την δηλώσεως εις το πρόγραμμα, συμπεριελαμβανομένης υπό της Μητροπόλεως αν και εις την επιστολήν τους. xyxy=(829,761,996,857)
headline-syskepsis-sub: ΤΩΝ ΕΡΓΑΤ. ΣΩΜΑΤΕΙΩΝ xyxy=(1018,456,1165,468)
final-ad-line-1: Αργυρούπολις "Φωνικό" και Ρινικών -- Επιστήμων xyxy=(1355,776,1490,794)
chapter-body-1: Η Αίνα έδράθηκε ορίς δύο φθώνς μέ κρατιρά διέγματα χαμάς Παρουσίασε πών Πέτρο στην νύχτα και τον όποιον πιστεύεις τις, Ο Γιώργος ήταν σ' ο Γιού γνωστός. xyxy=(441,523,614,577)
metafora-body: Κατά πληροφορίας ασφαλείς εις το υπουργείον των Στρατιωτικών κρατεί σκέψις περί μεταφοράς του Δου Σώματος Στρατού εκ Καβάλλας. Ήδη του λέγεται ότι θα διεταχθή δια ειδικά μεταγωγικά φορτηγά πλοία συνοδευόμενα υπό πολεμικών. xyxy=(1187,252,1331,337)
